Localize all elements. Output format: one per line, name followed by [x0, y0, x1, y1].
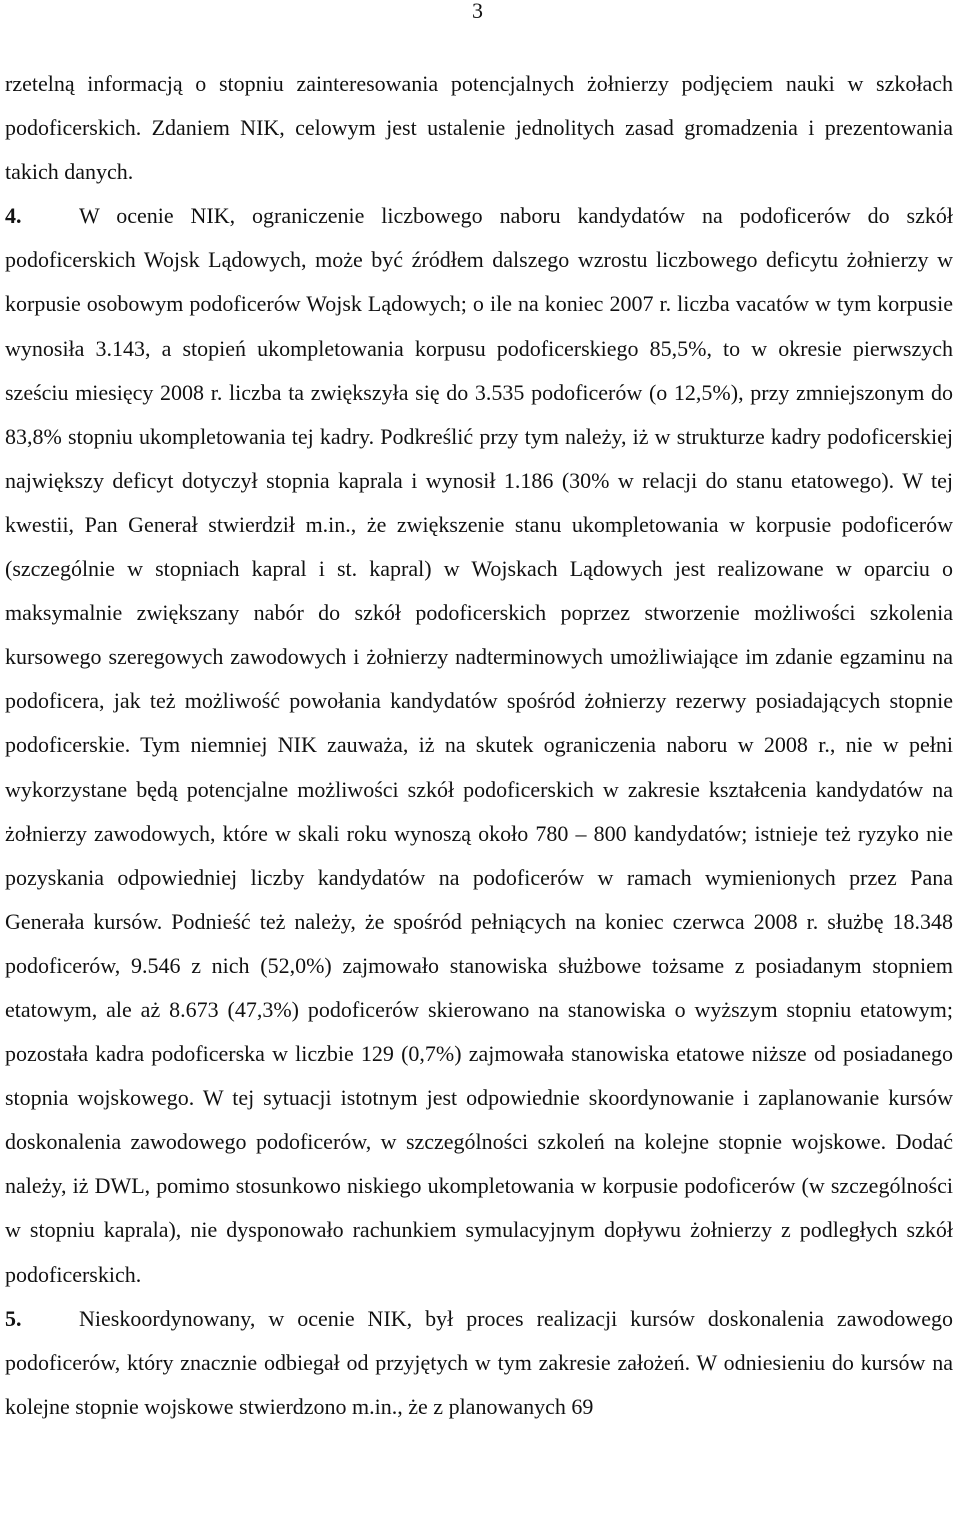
paragraph-number: 5.: [5, 1305, 22, 1331]
paragraph-continuation: [5, 62, 953, 194]
paragraph-number: 4.: [5, 203, 22, 229]
paragraph-text: Nieskoordynowany, w ocenie NIK, był proces realizacji kursów doskonalenia zawodowego podoficerów, który znacznie odbiegał od przyjętych w tym zakresie założeń. W odniesieniu do kursów na kolejne stopnie wojskowe stwierdzono m.in., że z planowanych 69: [5, 1305, 953, 1419]
body-text: [5, 62, 953, 1429]
paragraph-4: [5, 194, 953, 1296]
paragraph-5: [5, 1297, 953, 1429]
paragraph-text: W ocenie NIK, ograniczenie liczbowego naboru kandydatów na podoficerów do szkół podoficerskich Wojsk Lądowych, może być źródłem dalszego wzrostu liczbowego deficytu żołnierzy w korpusie osobowym podoficerów Wojsk Lądowych; o ile na koniec 2007 r. liczba vacatów w tym korpusie wynosiła 3.143, a stopień ukompletowania korpusu podoficerskiego 85,5%, to w okresie pierwszych sześciu miesięcy 2008 r. liczba ta zwiększyła się do 3.535 podoficerów (o 12,5%), przy zmniejszonym do 83,8% stopniu ukompletowania tej kadry. Podkreślić przy tym należy, iż w strukturze kadry podoficerskiej największy deficyt dotyczył stopnia kaprala i wynosił 1.186 (30% w relacji do stanu etatowego). W tej kwestii, Pan Generał stwierdził m.in., że zwiększenie stanu ukompletowania w korpusie podoficerów (szczególnie w stopniach kapral i st. kapral) w Wojskach Lądowych jest realizowane w oparciu o maksymalnie zwiększany nabór do szkół podoficerskich poprzez stworzenie możliwości szkolenia kursowego szeregowych zawodowych i żołnierzy nadterminowych umożliwiające im zdanie egzaminu na podoficera, jak też możliwość powołania kandydatów spośród żołnierzy rezerwy posiadających stopnie podoficerskie. Tym niemniej NIK zauważa, iż na skutek ograniczenia naboru w 2008 r., nie w pełni wykorzystane będą potencjalne możliwości szkół podoficerskich w zakresie kształcenia kandydatów na żołnierzy zawodowych, które w skali roku wynoszą około 780 – 800 kandydatów; istnieje też ryzyko nie pozyskania odpowiedniej liczby kandydatów na podoficerów w ramach wymienionych przez Pana Generała kursów. Podnieść też należy, że spośród pełniących na koniec czerwca 2008 r. służbę 18.348 podoficerów, 9.546 z nich (52,0%) zajmowało stanowiska służbowe tożsame z posiadanym stopniem etatowym, ale aż 8.673 (47,3%) podoficerów skierowano na stanowiska o wyższym stopniu etatowym; pozostała kadra podoficerska w liczbie 129 (0,7%) zajmowała stanowiska etatowe niższe od posiadanego stopnia wojskowego. W tej sytuacji istotnym jest odpowiednie skoordynowanie i zaplanowanie kursów doskonalenia zawodowego podoficerów, w szczególności szkoleń na kolejne stopnie wojskowe. Dodać należy, iż DWL, pomimo stosunkowo niskiego ukompletowania w korpusie podoficerów (w szczególności w stopniu kaprala), nie dysponowało rachunkiem symulacyjnym dopływu żołnierzy z podległych szkół podoficerskich.: [5, 203, 953, 1287]
paragraph-text: rzetelną informacją o stopniu zainteresowania potencjalnych żołnierzy podjęciem nauki w szkołach podoficerskich. Zdaniem NIK, celowym jest ustalenie jednolitych zasad gromadzenia i prezentowania takich danych.: [5, 71, 953, 185]
page-number: 3: [472, 0, 483, 23]
